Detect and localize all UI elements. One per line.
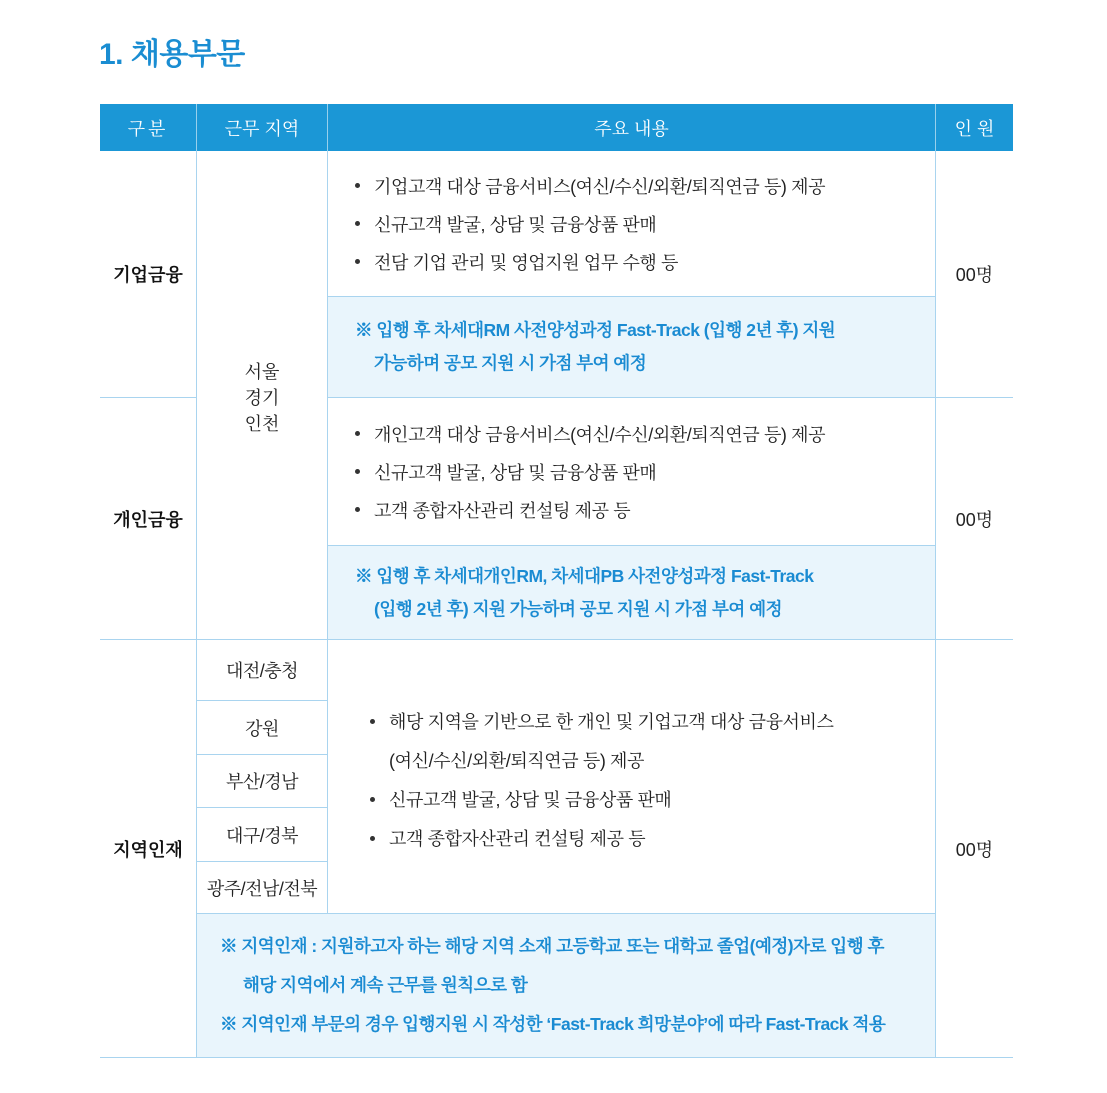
header-location — [197, 104, 328, 151]
headcount-cell-retail — [936, 398, 1013, 640]
duty-item — [355, 415, 935, 453]
header-category — [100, 104, 197, 151]
region-cell — [197, 808, 328, 862]
headcount-cell-regional — [936, 640, 1013, 1058]
note-line: 가능하며 공모 지원 시 가점 부여 예정 — [374, 353, 647, 373]
region-label: 대구/경북 — [225, 825, 299, 846]
header-headcount — [936, 104, 1013, 151]
note-line: (입행 2년 후) 지원 가능하며 공모 지원 시 가점 부여 예정 — [374, 598, 783, 619]
bullet — [355, 507, 374, 512]
duty-item — [355, 205, 935, 243]
bullet-dot — [355, 431, 360, 436]
bullet-dot — [370, 719, 375, 724]
note-cell-corporate — [328, 297, 936, 398]
header-location-label: 근무 지역 — [224, 118, 300, 139]
category-label: 지역인재 — [113, 839, 183, 860]
duty-text: 고객 종합자산관리 컨설팅 제공 등 — [389, 829, 646, 849]
duty-text: 신규고객 발굴, 상담 및 금융상품 판매 — [374, 214, 657, 235]
bullet-dot — [355, 183, 360, 188]
category-cell-corporate — [100, 151, 197, 398]
bullet — [370, 797, 389, 802]
duty-text: 기업고객 대상 금융서비스(여신/수신/외환/퇴직연금 등) 제공 — [374, 176, 826, 197]
headcount-value: 00명 — [955, 265, 994, 285]
header-category-label: 구분 — [127, 118, 169, 139]
note-line: ※ 입행 후 차세대RM 사전양성과정 Fast-Track (입행 2년 후) 지원 — [355, 320, 836, 340]
region-cell — [197, 755, 328, 808]
bullet — [370, 836, 389, 841]
location-line: 인천 — [244, 414, 280, 434]
recruitment-table — [100, 104, 1013, 1058]
duty-text: 해당 지역을 기반으로 한 개인 및 기업고객 대상 금융서비스 — [389, 712, 834, 732]
duty-item — [370, 819, 935, 858]
location-cell-capital-area — [197, 151, 328, 640]
note-line: ※ 지역인재 : 지원하고자 하는 해당 지역 소재 고등학교 또는 대학교 졸업(예정)자로 입행 후 — [220, 936, 884, 956]
duty-text: 신규고객 발굴, 상담 및 금융상품 판매 — [389, 790, 672, 810]
duty-text: 신규고객 발굴, 상담 및 금융상품 판매 — [374, 462, 657, 483]
bullet — [355, 431, 374, 436]
headcount-cell-corporate — [936, 151, 1013, 398]
region-label: 광주/전남/전북 — [206, 878, 318, 899]
note-line: 해당 지역에서 계속 근무를 원칙으로 함 — [243, 975, 528, 995]
bullet-dot — [355, 507, 360, 512]
duties-cell-retail — [328, 398, 936, 546]
duties-cell-corporate — [328, 151, 936, 297]
duty-item — [370, 780, 935, 819]
note-line: ※ 입행 후 차세대개인RM, 차세대PB 사전양성과정 Fast-Track — [355, 565, 814, 586]
duty-item — [355, 491, 935, 529]
header-duties-label: 주요 내용 — [594, 118, 669, 139]
duty-item — [355, 453, 935, 491]
duty-item — [370, 702, 935, 741]
category-cell-regional — [100, 640, 197, 1058]
note-cell-retail — [328, 546, 936, 640]
bullet — [355, 221, 374, 226]
bullet — [355, 469, 374, 474]
location-line: 서울 — [244, 362, 280, 382]
region-label: 강원 — [245, 718, 279, 739]
bullet-dot — [355, 221, 360, 226]
category-cell-retail — [100, 398, 197, 640]
bullet — [355, 259, 374, 264]
bullet-dot — [370, 836, 375, 841]
bullet-dot — [370, 797, 375, 802]
region-label: 부산/경남 — [225, 772, 299, 792]
bullet-dot — [355, 259, 360, 264]
duties-cell-regional — [328, 640, 936, 914]
duty-item — [355, 243, 935, 281]
region-cell — [197, 862, 328, 914]
note-cell-regional — [197, 914, 936, 1058]
header-headcount-label: 인 원 — [954, 118, 995, 139]
bullet — [355, 183, 374, 188]
duty-item — [355, 167, 935, 205]
headcount-value: 00명 — [955, 509, 994, 530]
section-title: 1. 채용부문 — [99, 38, 245, 71]
note-line: ※ 지역인재 부문의 경우 입행지원 시 작성한 ‘Fast-Track 희망분야’에 따라 Fast-Track 적용 — [220, 1014, 886, 1034]
duty-text: 고객 종합자산관리 컨설팅 제공 등 — [374, 500, 631, 521]
category-label: 개인금융 — [113, 509, 183, 530]
region-cell — [197, 640, 328, 701]
category-label: 기업금융 — [113, 265, 183, 285]
duty-text: (여신/수신/외환/퇴직연금 등) 제공 — [389, 751, 645, 771]
header-duties — [328, 104, 936, 151]
headcount-value: 00명 — [955, 839, 994, 860]
bullet — [370, 719, 389, 724]
location-line: 경기 — [244, 388, 280, 408]
duty-text: 전담 기업 관리 및 영업지원 업무 수행 등 — [374, 252, 679, 273]
region-label: 대전/충청 — [225, 661, 299, 681]
duty-item-continuation — [370, 741, 935, 780]
duty-text: 개인고객 대상 금융서비스(여신/수신/외환/퇴직연금 등) 제공 — [374, 424, 826, 445]
bullet-dot — [355, 469, 360, 474]
region-cell — [197, 701, 328, 755]
